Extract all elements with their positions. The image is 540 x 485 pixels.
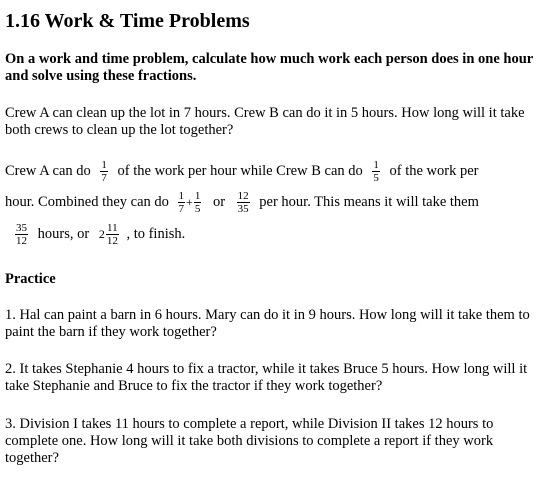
fraction-crew-a	[100, 159, 108, 184]
fraction-numerator: 1	[194, 190, 201, 202]
fraction-denominator: 12	[106, 235, 118, 247]
fraction-denominator: 12	[16, 235, 27, 247]
solution-text: Crew A can do	[5, 162, 91, 179]
fraction-numerator: 35	[16, 222, 27, 234]
intro-text: On a work and time problem, calculate how much work each person does in one hour and solve using these fractions.	[5, 51, 533, 84]
fraction-numerator: 1	[373, 159, 379, 171]
fraction-sum-a	[178, 190, 186, 215]
practice-item-2: 2. It takes Stephanie 4 hours to fix a tractor, while it takes Bruce 5 hours. How long will it take Stephanie and Bruce to fix the tractor if they work together?	[5, 361, 528, 394]
plus-sign: +	[186, 195, 193, 209]
fraction-numerator: 11	[107, 222, 118, 234]
fraction-numerator: 1	[178, 190, 185, 202]
solution-text: hours, or	[37, 225, 90, 242]
fraction-numerator: 12	[237, 190, 249, 202]
solution-text: per hour. This means it will take them	[259, 193, 479, 210]
solution-text: of the work per	[389, 162, 479, 179]
practice-item-3: 3. Division I takes 11 hours to complete a report, while Division II takes 12 hours to complete one. How long will it take both divisions to complete a report if they work together?	[5, 416, 494, 466]
fraction-denominator: 35	[237, 203, 249, 215]
solution-text: , to finish.	[126, 225, 186, 242]
section-title: 1.16 Work & Time Problems	[5, 10, 250, 32]
fraction-mixed	[106, 222, 119, 247]
fraction-total	[15, 222, 28, 247]
fraction-denominator: 7	[101, 172, 107, 184]
mixed-whole: 2	[98, 227, 105, 241]
solution-text: of the work per hour while Crew B can do	[117, 162, 363, 179]
solution-text: hour. Combined they can do	[5, 193, 169, 210]
or-text: or	[212, 193, 226, 210]
fraction-denominator: 5	[194, 203, 201, 215]
fraction-sum-b	[194, 190, 202, 215]
fraction-crew-b	[372, 159, 380, 184]
fraction-combined	[237, 190, 250, 215]
practice-heading: Practice	[5, 271, 56, 287]
solution-line-3	[5, 222, 185, 247]
fraction-numerator: 1	[101, 159, 107, 171]
fraction-denominator: 7	[178, 203, 185, 215]
example-problem: Crew A can clean up the lot in 7 hours. Crew B can do it in 5 hours. How long will it take both crews to clean up the lot together?	[5, 105, 525, 138]
solution-line-1	[5, 159, 479, 184]
practice-item-1: 1. Hal can paint a barn in 6 hours. Mary can do it in 9 hours. How long will it take them to paint the barn if they work together?	[5, 307, 530, 340]
fraction-denominator: 5	[373, 172, 379, 184]
solution-line-2	[5, 190, 479, 215]
